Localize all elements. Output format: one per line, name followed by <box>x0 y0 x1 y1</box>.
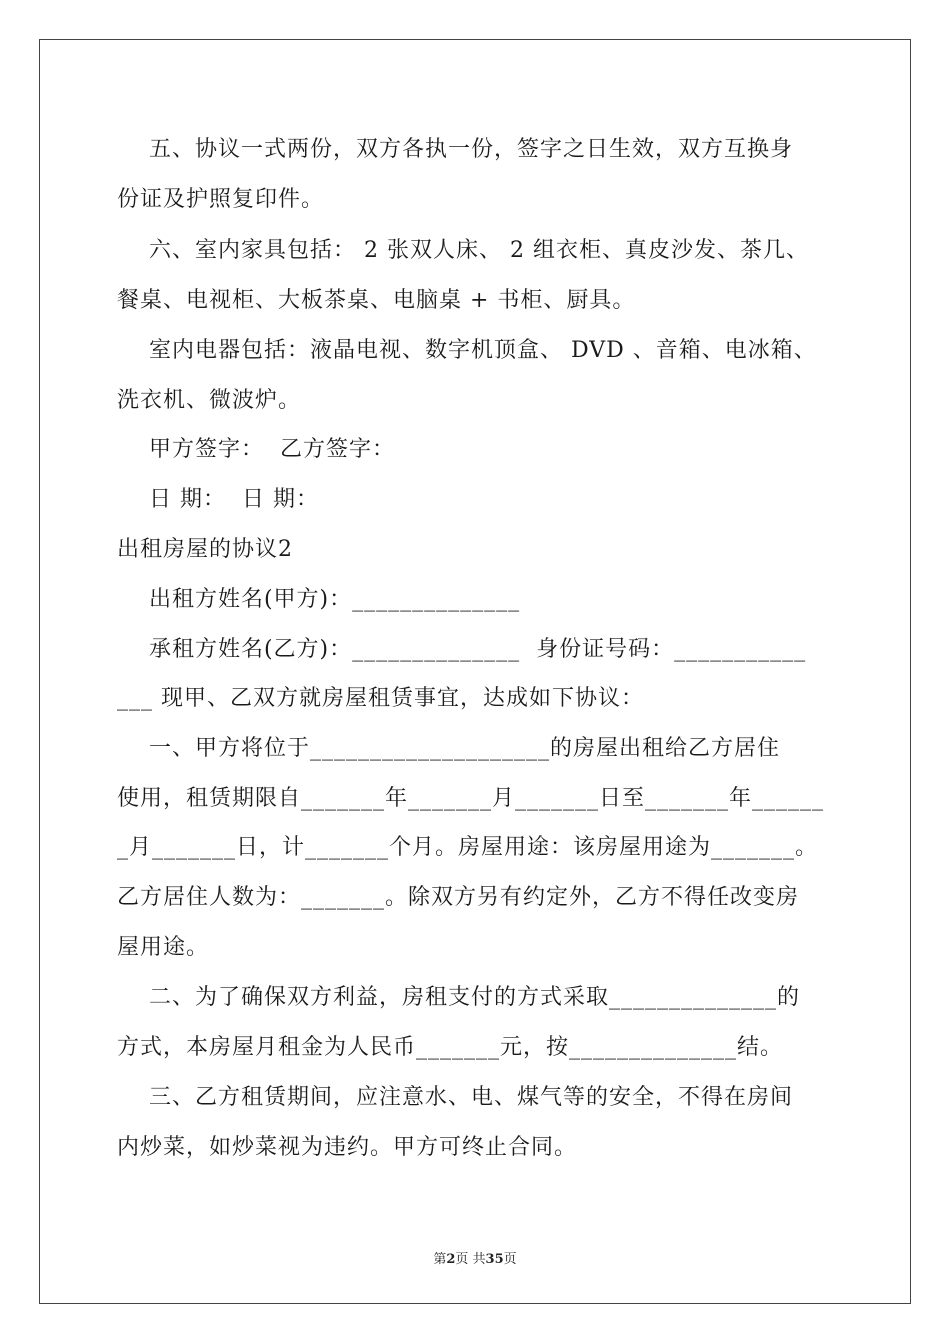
text-line: ___ 现甲、乙双方就房屋租赁事宜，达成如下协议： <box>117 686 644 711</box>
text-line: 乙方居住人数为：_______。除双方另有约定外，乙方不得任改变房 <box>117 885 800 910</box>
text-line: 甲方签字： 乙方签字： <box>117 437 395 462</box>
text-line: 室内电器包括：液晶电视、数字机顶盒、 DVD 、音箱、电冰箱、 <box>117 338 817 363</box>
text-line: _月_______日，计_______个月。房屋用途：该房屋用途为_______。 <box>117 835 819 860</box>
page-suffix: 页 <box>503 1252 517 1267</box>
page-footer <box>0 1248 950 1267</box>
text-line: 内炒菜，如炒菜视为违约。甲方可终止合同。 <box>117 1135 578 1160</box>
text-line: 三、乙方租赁期间，应注意水、电、煤气等的安全，不得在房间 <box>117 1085 793 1110</box>
page-prefix: 第 <box>433 1252 447 1267</box>
page-middle: 页 共 <box>455 1252 486 1267</box>
page-total: 35 <box>485 1252 504 1267</box>
text-line: 日 期： 日 期： <box>117 487 319 512</box>
text-line: 餐桌、电视柜、大板茶桌、电脑桌 + 书柜、厨具。 <box>117 288 636 313</box>
text-line: 一、甲方将位于____________________的房屋出租给乙方居住 <box>117 736 780 761</box>
text-line: 承租方姓名(乙方)：______________ 身份证号码：___________ <box>117 637 807 662</box>
text-line: 五、协议一式两份，双方各执一份，签字之日生效，双方互换身 <box>117 137 793 162</box>
section-title: 出租房屋的协议2 <box>117 537 293 562</box>
text-line: 份证及护照复印件。 <box>117 187 325 212</box>
text-line: 屋用途。 <box>117 935 210 960</box>
text-line: 使用，租赁期限自_______年_______月_______日至_______年______ <box>117 786 825 811</box>
page-border <box>39 39 911 1304</box>
text-line: 方式，本房屋月租金为人民币_______元，按______________结。 <box>117 1035 784 1060</box>
text-line: 二、为了确保双方利益，房租支付的方式采取______________的 <box>117 985 800 1010</box>
text-line: 洗衣机、微波炉。 <box>117 388 302 413</box>
page-current: 2 <box>446 1252 456 1267</box>
text-line: 六、室内家具包括： 2 张双人床、 2 组衣柜、真皮沙发、茶几、 <box>117 238 809 263</box>
text-line: 出租方姓名(甲方)：______________ <box>117 587 521 612</box>
